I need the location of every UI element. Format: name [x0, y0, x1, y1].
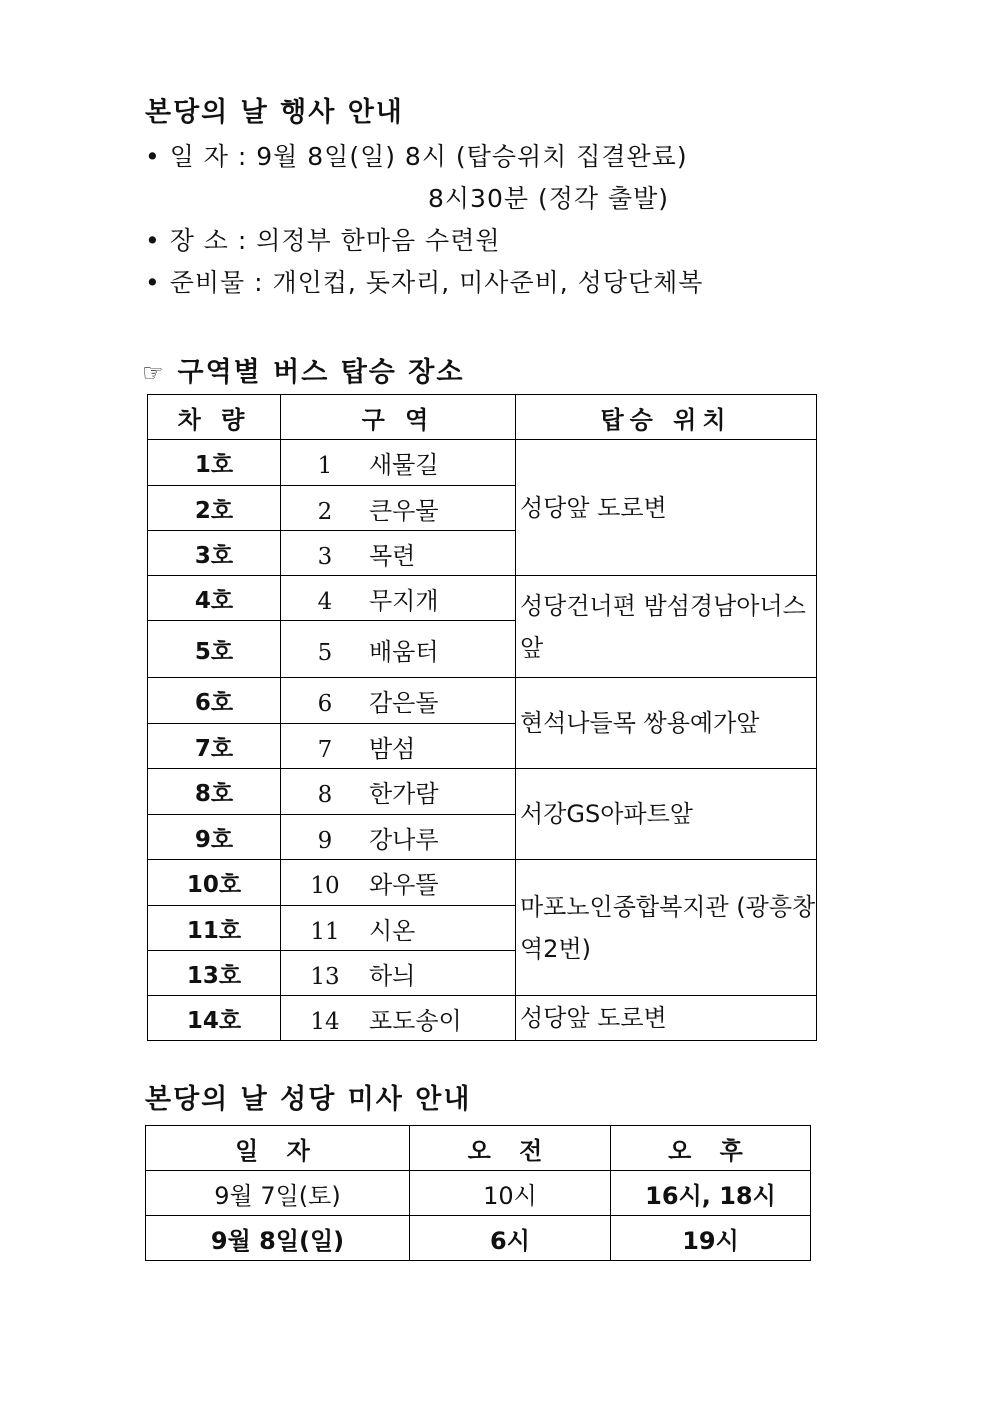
mass-date-cell: 9월 7일(토): [146, 1171, 410, 1216]
car-cell: 1호: [148, 440, 281, 486]
zone-name: 밤섬: [369, 734, 416, 763]
zone-cell: [281, 621, 516, 678]
mass-am-cell: 6시: [410, 1216, 611, 1261]
zone-name: 하늬: [369, 961, 416, 990]
location-cell: 성당건너편 밤섬경남아너스앞: [516, 576, 817, 678]
zone-name: 배움터: [369, 637, 439, 666]
zone-cell: [281, 769, 516, 815]
table-row: [146, 1171, 811, 1216]
bus-section-title: [142, 350, 464, 389]
zone-cell: [281, 678, 516, 724]
location-cell: 현석나들목 쌍용예가앞: [516, 678, 817, 769]
event-title: 본당의 날 행사 안내: [145, 97, 404, 128]
zone-cell: [281, 724, 516, 769]
event-date-line: [145, 137, 688, 173]
zone-cell: [281, 486, 516, 531]
event-place-line: [145, 221, 501, 257]
car-cell: 13호: [148, 951, 281, 996]
bus-boarding-table: [147, 394, 817, 1041]
mass-pm-cell: 16시, 18시: [611, 1171, 811, 1216]
header-location: 탑승 위치: [516, 395, 817, 440]
table-row: [148, 440, 817, 486]
car-cell: 9호: [148, 815, 281, 860]
zone-number: 1: [317, 453, 333, 479]
bus-title-text: 구역별 버스 탑승 장소: [177, 357, 465, 388]
table-row: [146, 1216, 811, 1261]
zone-number: 6: [317, 691, 333, 717]
mass-pm-cell: 19시: [611, 1216, 811, 1261]
car-cell: 5호: [148, 621, 281, 678]
car-cell: 2호: [148, 486, 281, 531]
location-cell: 성당앞 도로변: [516, 440, 817, 576]
zone-number: 5: [317, 639, 333, 666]
zone-name: 와우뜰: [369, 871, 439, 899]
date-label: • 일 자 :: [145, 142, 248, 171]
zone-number: 4: [317, 588, 333, 615]
prep-value: 개인컵, 돗자리, 미사준비, 성당단체복: [272, 268, 704, 297]
table-row: [148, 860, 817, 906]
zone-name: 한가람: [369, 780, 439, 808]
zone-number: 11: [310, 918, 340, 945]
zone-name: 강나루: [369, 825, 439, 854]
car-cell: 3호: [148, 531, 281, 576]
zone-cell: [281, 906, 516, 951]
zone-number: 8: [317, 782, 333, 808]
zone-name: 포도송이: [369, 1006, 462, 1035]
car-cell: 4호: [148, 576, 281, 621]
car-cell: 11호: [148, 906, 281, 951]
car-cell: 10호: [148, 860, 281, 906]
table-header-row: [146, 1126, 811, 1171]
table-row: [148, 769, 817, 815]
zone-number: 13: [310, 963, 340, 990]
car-cell: 6호: [148, 678, 281, 724]
zone-name: 큰우물: [369, 496, 439, 525]
zone-name: 새물길: [369, 451, 439, 479]
mass-schedule-table: [145, 1125, 811, 1261]
zone-cell: [281, 951, 516, 996]
header-car: 차 량: [148, 395, 281, 440]
header-am: 오 전: [410, 1126, 611, 1171]
table-row: [148, 576, 817, 621]
date-value-2: 8시30분 (정각 출발): [428, 184, 670, 213]
zone-cell: [281, 440, 516, 486]
car-cell: 14호: [148, 996, 281, 1041]
event-prep-line: [145, 263, 703, 299]
zone-name: 목련: [369, 541, 416, 570]
zone-number: 9: [317, 827, 333, 854]
mass-am-cell: 10시: [410, 1171, 611, 1216]
table-header-row: [148, 395, 817, 440]
location-cell: 서강GS아파트앞: [516, 769, 817, 860]
zone-number: 14: [310, 1008, 340, 1035]
zone-cell: [281, 531, 516, 576]
location-cell: 성당앞 도로변: [516, 996, 817, 1041]
mass-title: 본당의 날 성당 미사 안내: [145, 1084, 472, 1115]
zone-name: 시온: [369, 916, 416, 945]
header-pm: 오 후: [611, 1126, 811, 1171]
place-value: 의정부 한마음 수련원: [256, 226, 501, 255]
zone-cell: [281, 860, 516, 906]
table-row: [148, 996, 817, 1041]
mass-date-cell: 9월 8일(일): [146, 1216, 410, 1261]
prep-label: • 준비물 :: [145, 268, 264, 297]
zone-cell: [281, 576, 516, 621]
pointing-hand-icon: ☞: [142, 359, 166, 387]
zone-cell: [281, 996, 516, 1041]
place-label: • 장 소 :: [145, 226, 248, 255]
zone-number: 7: [317, 736, 333, 763]
zone-name: 무지개: [369, 586, 439, 615]
date-value: 9월 8일(일) 8시 (탑승위치 집결완료): [256, 142, 688, 171]
header-date: 일 자: [146, 1126, 410, 1171]
car-cell: 8호: [148, 769, 281, 815]
header-zone: 구 역: [281, 395, 516, 440]
zone-number: 2: [317, 498, 333, 525]
zone-name: 감은돌: [369, 689, 439, 717]
zone-number: 10: [310, 873, 340, 899]
zone-cell: [281, 815, 516, 860]
zone-number: 3: [317, 543, 333, 570]
location-cell: 마포노인종합복지관 (광흥창역2번): [516, 860, 817, 996]
table-row: [148, 678, 817, 724]
car-cell: 7호: [148, 724, 281, 769]
